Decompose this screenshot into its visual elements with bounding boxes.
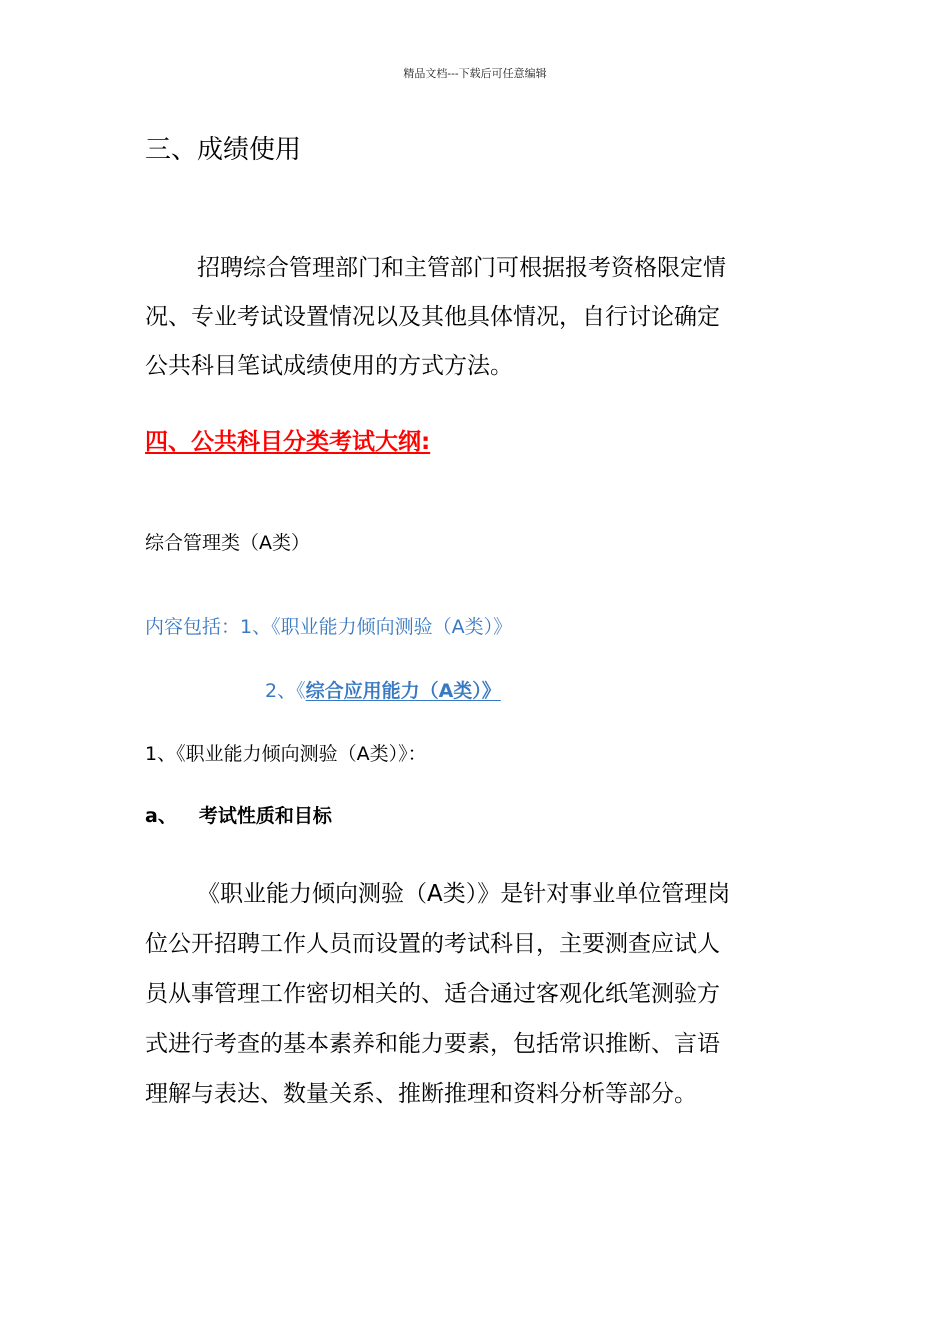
paragraph-line: 理解与表达、数量关系、推断推理和资料分析等部分。 [145, 1081, 697, 1107]
content-item-2 [265, 676, 935, 706]
section-heading-results-usage: 三、成绩使用 [145, 135, 302, 165]
subheading-aptitude-test: 1、《职业能力倾向测验（A类）》： [145, 743, 427, 765]
exam-nature-paragraph [145, 869, 815, 1119]
subheading-marker: a、 [145, 805, 177, 827]
paragraph-line: 《职业能力倾向测验（A类）》是针对事业单位管理岗 [197, 881, 731, 907]
category-title: 综合管理类（A类） [145, 532, 310, 554]
section-heading-exam-outline: 四、公共科目分类考试大纲: [145, 429, 431, 455]
subheading-text: 考试性质和目标 [198, 805, 332, 827]
subheading-exam-nature [145, 801, 815, 831]
content-item-1: 内容包括：1、《职业能力倾向测验（A类）》 [145, 616, 513, 638]
page-header: 精品文档---下载后可任意编辑 [403, 67, 547, 80]
paragraph-line: 位公开招聘工作人员而设置的考试科目，主要测查应试人 [145, 931, 720, 957]
paragraph-line: 公共科目笔试成绩使用的方式方法。 [145, 353, 513, 379]
paragraph-line: 式进行考查的基本素养和能力要素，包括常识推断、言语 [145, 1031, 720, 1057]
paragraph-line: 员从事管理工作密切相关的、适合通过客观化纸笔测验方 [145, 981, 720, 1007]
paragraph-line: 况、专业考试设置情况以及其他具体情况，自行讨论确定 [145, 304, 720, 330]
results-usage-paragraph [145, 244, 815, 391]
content-item-2-link[interactable]: 综合应用能力（A类）》 [305, 680, 501, 702]
content-item-2-number: 2、《 [265, 680, 306, 702]
paragraph-line: 招聘综合管理部门和主管部门可根据报考资格限定情 [197, 255, 726, 281]
